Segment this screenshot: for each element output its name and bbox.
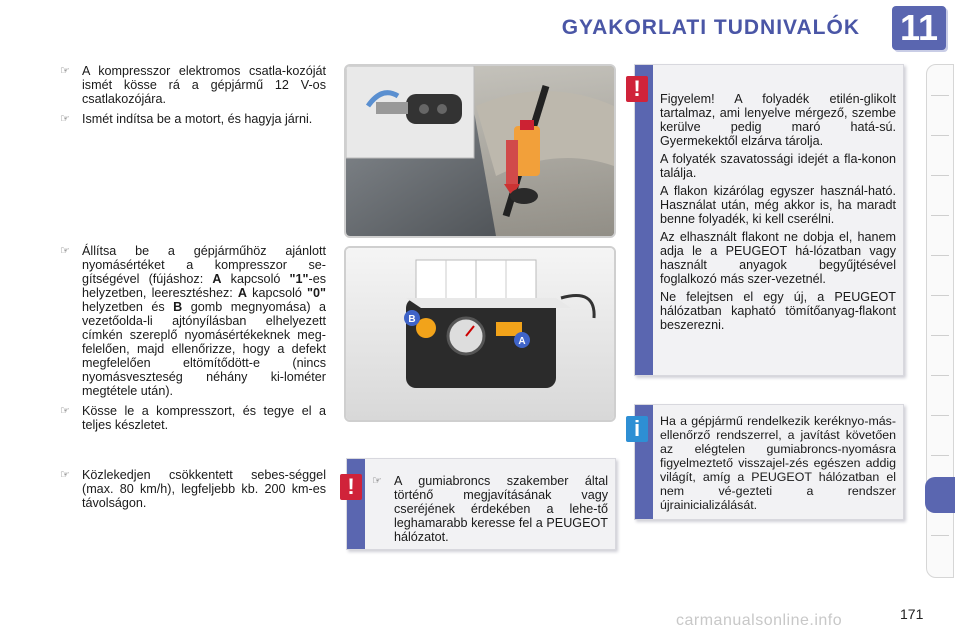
paragraph: A folyaték szavatossági idejét a fla-konon találja.	[660, 152, 896, 180]
list-item	[372, 474, 608, 544]
hand-pointer-icon: ☞	[60, 469, 70, 481]
list-item	[60, 244, 326, 398]
chapter-side-tabs	[926, 64, 954, 578]
list-item	[60, 64, 326, 106]
active-chapter-tab[interactable]	[925, 477, 955, 513]
paragraph: Ha a gépjármű rendelkezik keréknyo-más-ellenőrző rendszerrel, a javítást követően az elégtelen gumiabroncs-nyomásra figyelmeztető visszajel-zés egészen addig világít, amíg a PEUGEOT hálózatban el nem vé-gezteti a rendszer újrainicializálását.	[660, 414, 896, 512]
list-item	[60, 468, 326, 510]
label-a: A	[518, 336, 526, 347]
paragraph: Az elhasznált flakont ne dobja el, hanem adja le a PEUGEOT há-lózatban vagy használt anyagok begyűjtésével foglalkozó más szer-vezetnél.	[660, 230, 896, 286]
compressor-photo	[344, 246, 616, 422]
section-title: GYAKORLATI TUDNIVALÓK	[561, 16, 860, 39]
bullet-text: A gumiabroncs szakember által történő megjavításának vagy cseréjének érdekében a lehe-tő leghamarabb keresse fel a PEUGEOT hálózatot.	[394, 474, 608, 544]
info-icon: i	[626, 416, 648, 442]
socket-photo	[344, 64, 616, 238]
hand-pointer-icon: ☞	[60, 405, 70, 417]
bullet-text: Ismét indítsa be a motort, és hagyja járni.	[82, 112, 313, 126]
accent-bar	[635, 65, 653, 375]
paragraph: Ne felejtsen el egy új, a PEUGEOT hálózatban kapható tömítőanyag-flakont beszerezni.	[660, 290, 896, 332]
instructions-bottom	[60, 468, 326, 516]
warning-icon: !	[340, 474, 362, 500]
bullet-text: A kompresszor elektromos csatla-kozóját ismét kösse rá a gépjármű 12 V-os csatlakozójára.	[82, 64, 326, 106]
watermark: carmanualsonline.info	[676, 612, 843, 629]
accent-bar	[347, 459, 365, 549]
info-text	[660, 414, 896, 516]
list-item	[60, 404, 326, 432]
warning-text-top	[660, 92, 896, 336]
list-item	[60, 112, 326, 126]
bullet-text: Állítsa be a gépjárműhöz ajánlott nyomásértéket a kompresszor se-gítségével (fújáshoz: A kapcsoló "1"-es helyzetben, leeresztéshez: A kapcsoló "0" helyzetben és B gomb megnyomása) a vezetőolda-li ajtónyílásban elhelyezett címkén szereplő nyomásértékeknek meg-felelően, majd ellenőrizze, hogy a defekt megfelelően eltömítődött-e (nincs nyomásveszteség néhány ki-lométer megtétele után).	[82, 244, 326, 398]
bullet-text: Kösse le a kompresszort, és tegye el a teljes készletet.	[82, 404, 326, 432]
chapter-badge	[892, 6, 946, 50]
label-b: B	[408, 314, 416, 325]
instructions-top	[60, 64, 326, 132]
chapter-number: 11	[899, 7, 939, 48]
paragraph: Figyelem! A folyadék etilén-glikolt tartalmaz, ami lenyelve mérgező, szembe kerülve pedig maró hatá-sú. Gyermekektől elzárva tárolja.	[660, 92, 896, 148]
paragraph: A flakon kizárólag egyszer használ-ható. Használat után, még akkor is, ha maradt benne folyadék, ki kell cserélni.	[660, 184, 896, 226]
hand-pointer-icon: ☞	[60, 65, 70, 77]
warning-icon: !	[626, 76, 648, 102]
page-number: 171	[900, 606, 924, 622]
hand-pointer-icon: ☞	[372, 475, 382, 487]
bullet-text: Közlekedjen csökkentett sebes-séggel (max. 80 km/h), legfeljebb kb. 200 km-es távolságon.	[82, 468, 326, 510]
hand-pointer-icon: ☞	[60, 245, 70, 257]
hand-pointer-icon: ☞	[60, 113, 70, 125]
warning-text-bottom	[372, 474, 608, 550]
instructions-middle	[60, 244, 326, 438]
